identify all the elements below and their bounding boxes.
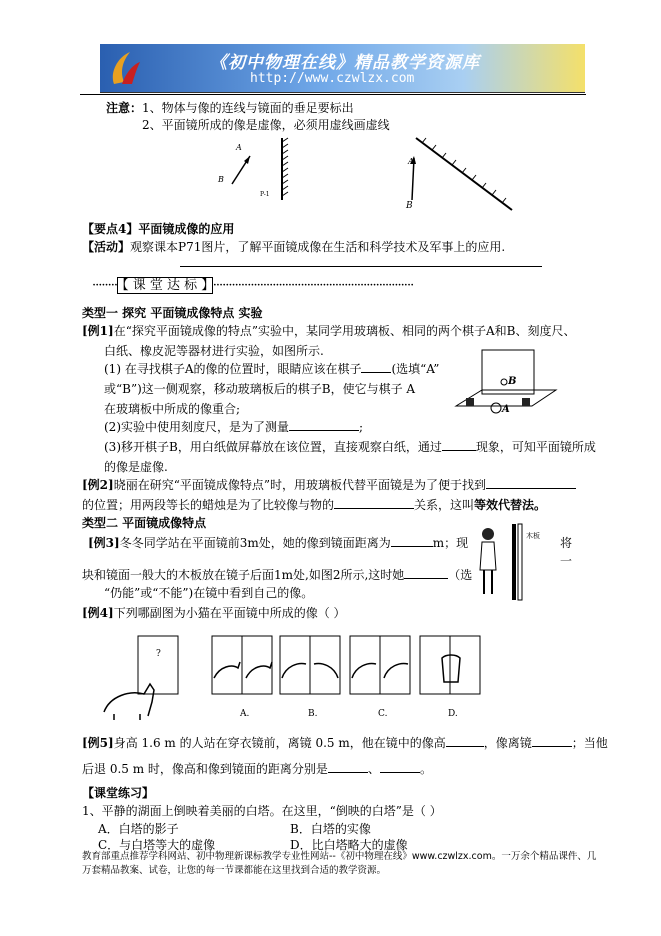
blank-1[interactable] <box>361 362 391 373</box>
answer-line <box>180 266 542 267</box>
option-a-label: A. <box>240 709 250 719</box>
ex1-line4: 或“B”)这一侧观察，移动玻璃板后的棋子B，使它与棋子 A <box>104 382 416 396</box>
cat-mirror-figures <box>100 632 500 724</box>
ex1-label: [例1] <box>82 324 114 338</box>
fig2-label-b: B <box>406 201 413 211</box>
fig3-label-a: A <box>502 404 510 415</box>
fig1-label-a: A <box>236 143 242 152</box>
ex2-line1: [例2]晓丽在研究“平面镜成像特点”时，用玻璃板代替平面镜是为了便于找到 <box>82 476 576 493</box>
ex3-line2: 块和镜面一般大的木板放在镜子后面1m处,如图2所示,这时她 （选 <box>82 568 473 582</box>
practice-opt-d[interactable]: D．比白塔略大的虚像 <box>290 838 408 852</box>
ex1-line8: 的像是虚像. <box>104 460 168 474</box>
header-url[interactable]: http://www.czwlzx.com <box>250 71 415 86</box>
ex5-label: [例5] <box>82 736 114 750</box>
fig2-label-a: A <box>408 157 414 166</box>
type2-title: 类型二 平面镜成像特点 <box>82 516 207 530</box>
ex1-line1: [例1]在“探究平面镜成像的特点”实验中，某同学用玻璃板、相同的两个棋子A和B、刻度尺、 <box>82 324 576 338</box>
blank-10[interactable] <box>328 762 368 773</box>
ex2-line2: 的位置；用两段等长的蜡烛是为了比较像与物的 关系，这叫等效代替法。 <box>82 498 547 512</box>
blank-5[interactable] <box>334 498 414 509</box>
ex4-line1: [例4]下列哪副图为小猫在平面镜中所成的像（ ） <box>82 606 346 620</box>
ex1-line6: (2)实验中使用刻度尺，是为了测量 ; <box>104 420 364 434</box>
notes-item-2: 2、平面镜所成的像是虚像，必须用虚线画虚线 <box>142 118 390 132</box>
girl-mirror-figure <box>470 520 560 604</box>
cat-question-mark: ? <box>156 649 161 659</box>
ex2-label: [例2] <box>82 478 114 492</box>
blank-8[interactable] <box>446 736 484 747</box>
blank-9[interactable] <box>532 736 572 747</box>
ex3-label: [例3] <box>88 536 120 550</box>
notes-item-1: 1、物体与像的连线与镜面的垂足要标出 <box>142 101 354 115</box>
blank-6[interactable] <box>391 536 433 547</box>
ex1-line2: 白纸、橡皮泥等器材进行实验，如图所示. <box>104 344 324 358</box>
ex1-line5: 在玻璃板中所成的像重合; <box>104 402 241 416</box>
blank-2[interactable] <box>289 420 359 431</box>
glass-plate-figure <box>452 346 562 416</box>
cat-option-c <box>350 636 410 694</box>
activity-label: 【活动】 <box>82 240 131 254</box>
ex3-line1: [例3]冬冬同学站在平面镜前3m处，她的像到镜面距离为 m；现 <box>88 536 469 550</box>
mirror-figure-2 <box>400 134 520 214</box>
header-divider <box>80 94 586 95</box>
ex3-right-1: 将 <box>560 536 573 550</box>
cat-option-a <box>212 636 272 694</box>
practice-opt-b[interactable]: B．白塔的实像 <box>290 822 371 836</box>
ex4-label: [例4] <box>82 606 114 620</box>
blank-3[interactable] <box>442 440 476 451</box>
notes-label: 注意： <box>106 101 143 115</box>
cat-option-b <box>280 636 340 694</box>
mirror-figure-1 <box>210 134 300 204</box>
header-title: 《初中物理在线》精品教学资源库 <box>210 53 480 73</box>
ex5-line1: [例5]身高 1.6 m 的人站在穿衣镜前，离镜 0.5 m，他在镜中的像高 ，像离镜 ；当他 <box>82 736 608 750</box>
type1-title: 类型一 探究 平面镜成像特点 实验 <box>82 306 263 320</box>
blank-4[interactable] <box>486 478 576 489</box>
ex5-line2: 后退 0.5 m 时，像高和像到镜面的距离分别是 、 。 <box>82 762 432 776</box>
blank-7[interactable] <box>404 568 448 579</box>
fig1-label-b: B <box>218 175 224 184</box>
section-banner: ········ 【 课 堂 达 标 】 ································································ <box>92 278 414 293</box>
fig3-label-b: B <box>508 376 517 387</box>
fig1-label-p: P-1 <box>260 191 270 198</box>
ex1-line7: (3)移开棋子B，用白纸做屏幕放在该位置，直接观察白纸，通过 现象，可知平面镜所成 <box>104 440 596 454</box>
wood-board-label: 木板 <box>526 532 540 540</box>
option-d-label: D. <box>448 709 458 719</box>
practice-opt-c[interactable]: C．与白塔等大的虚像 <box>98 838 216 852</box>
ex3-right-2: 一 <box>560 554 573 568</box>
practice-q1: 1、平静的湖面上倒映着美丽的白塔。在这里，“倒映的白塔”是（ ） <box>82 804 442 818</box>
cat-option-d <box>420 636 480 694</box>
blank-11[interactable] <box>380 762 420 773</box>
point4-title: 【要点4】平面镜成像的应用 <box>82 222 235 236</box>
option-c-label: C. <box>378 709 388 719</box>
activity-text: 观察课本P71图片，了解平面镜成像在生活和科学技术及军事上的应用. <box>130 240 506 254</box>
logo-icon <box>108 48 142 88</box>
page-footer: 教育部重点推荐学科网站、初中物理新课标教学专业性网站--《初中物理在线》www.czwlzx.com。一万余个精品课件、几万套精品教案、试卷，让您的每一节课都能在这里找到合适的教学资源。 <box>82 851 597 876</box>
option-b-label: B. <box>308 709 318 719</box>
practice-opt-a[interactable]: A．白塔的影子 <box>98 822 179 836</box>
ex1-line3: (1) 在寻找棋子A的像的位置时，眼睛应该在棋子 (选填“A” <box>104 362 440 376</box>
header-banner <box>100 44 585 93</box>
ex3-line3: “仍能”或“不能”)在镜中看到自己的像。 <box>104 586 314 600</box>
practice-title: 【课堂练习】 <box>82 786 155 800</box>
activity-line <box>82 238 505 255</box>
